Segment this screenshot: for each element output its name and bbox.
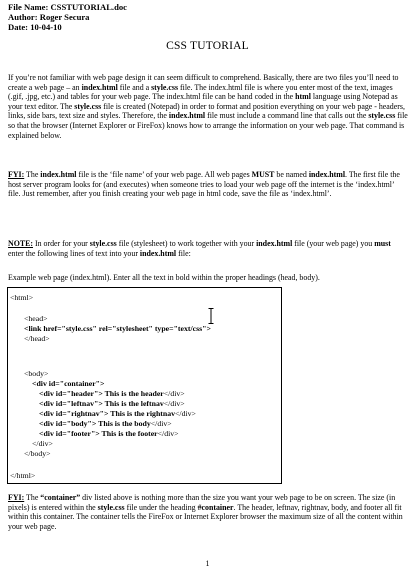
code-body-open: <body> bbox=[24, 369, 49, 378]
fyi-container-paragraph: FYI: The “container” div listed above is nothing more than the size you want your web page to be on screen. The size (in pixels) is entered within the style.css file under the heading #container. The header, leftnav, rightnav, body, and footer all fit within this container. The container tells the FireFox or Internet Explorer browser the maximum size of all the content within your web page. bbox=[8, 493, 403, 531]
code-header-line: <div id="header"> This is the header</div> bbox=[39, 389, 185, 398]
note-paragraph: NOTE: In order for your style.css file (stylesheet) to work together with your index.html file (your web page) you must enter the following lines of text into your index.html file: bbox=[8, 239, 391, 258]
page-number: 1 bbox=[205, 559, 210, 568]
document-header bbox=[8, 2, 127, 32]
text-cursor-icon bbox=[208, 308, 214, 324]
code-body-close: </body> bbox=[24, 449, 51, 458]
code-rightnav-line: <div id="rightnav"> This is the rightnav</div> bbox=[39, 409, 196, 418]
code-head-close: </head> bbox=[24, 334, 50, 343]
code-body-line: <div id="body"> This is the body</div> bbox=[39, 419, 172, 428]
page-title: CSS TUTORIAL bbox=[166, 40, 249, 52]
file-name: File Name: CSSTUTORIAL.doc bbox=[8, 2, 127, 12]
fyi-index-paragraph: FYI: The index.html file is the ‘file name’ of your web page. All web pages MUST be named index.html. The first file the host server program looks for (and executes) when someone tries to load your web page off the internet is the ‘index.html’ file. Just remember, after you finish creating your web page in html code, save the file as ‘index.html’. bbox=[8, 170, 400, 199]
code-container-open: <div id="container"> bbox=[32, 379, 105, 388]
code-example-box bbox=[7, 287, 282, 484]
code-footer-line: <div id="footer"> This is the footer</div> bbox=[39, 429, 179, 438]
intro-paragraph: If you’re not familiar with web page design it can seem difficult to comprehend. Basically, there are two files you’ll need to create a web page – an index.html file and a style.css file. The index.html file is where you enter most of the text, images (.gif, .jpg, etc.) and tables for your web page. The index.html file can be hand coded in the html language using Notepad as your text editor. The style.css file is created (Notepad) in order to format and position everything on your web page - headers, links, side bars, text size and styles. Therefore, the index.html file must include a command line that calls out the style.css file so that the browser (Internet Explorer or FireFox) knows how to arrange the information on your web page. That command is explained below. bbox=[8, 73, 408, 140]
code-html-close: </html> bbox=[10, 471, 36, 480]
code-link-tag: <link href="style.css" rel="stylesheet" type="text/css"> bbox=[24, 324, 211, 333]
author: Author: Roger Secura bbox=[8, 12, 90, 22]
example-caption: Example web page (index.html). Enter all the text in bold within the proper headings (head, body). bbox=[8, 273, 320, 282]
code-html-open: <html> bbox=[10, 293, 34, 302]
date: Date: 10-04-10 bbox=[8, 22, 62, 32]
code-head-open: <head> bbox=[24, 314, 48, 323]
code-leftnav-line: <div id="leftnav"> This is the leftnav</div> bbox=[39, 399, 185, 408]
code-container-close: </div> bbox=[32, 439, 53, 448]
